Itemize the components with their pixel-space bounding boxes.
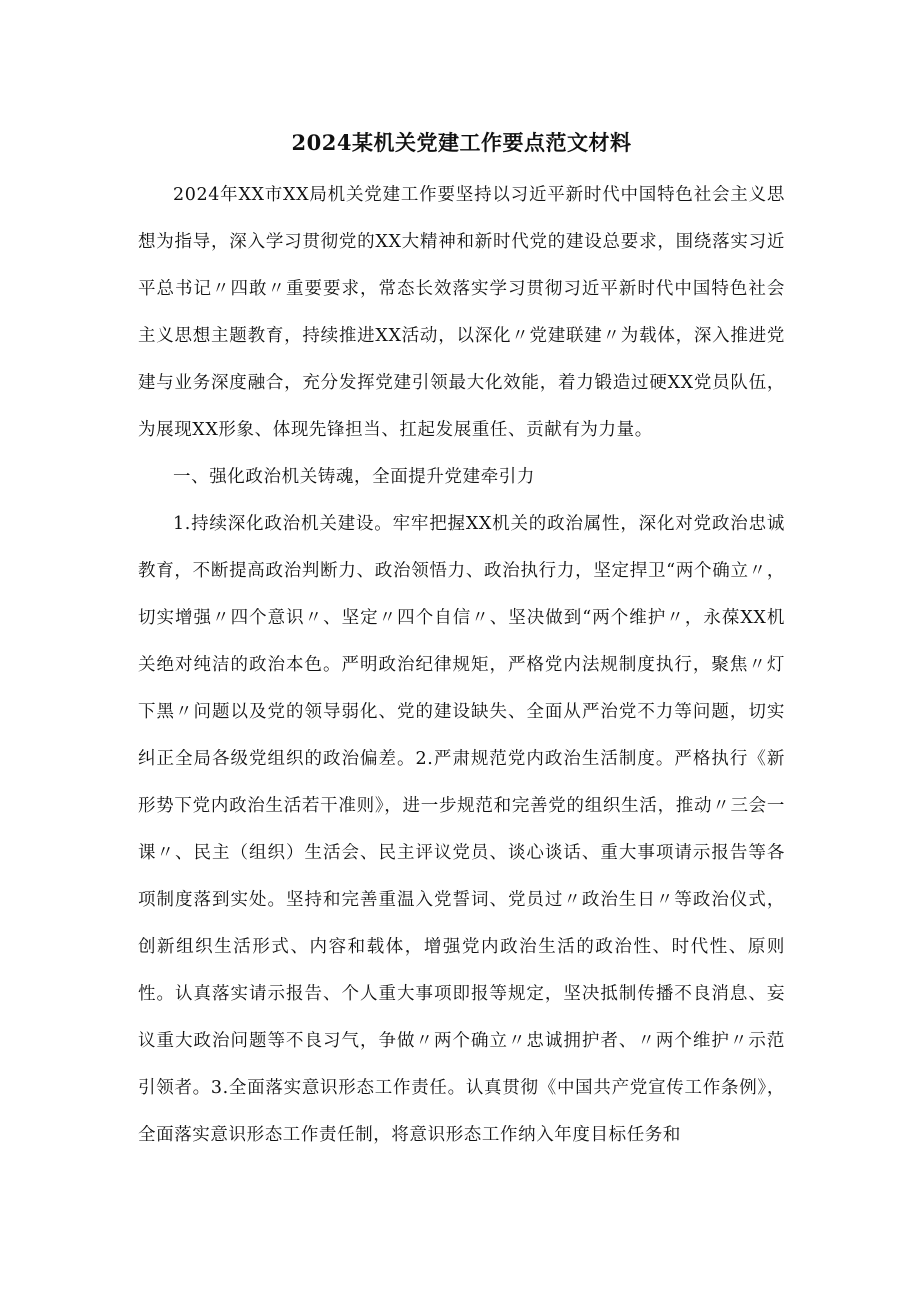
document-title: 2024某机关党建工作要点范文材料 bbox=[291, 130, 632, 155]
intro-paragraph: 2024年XX市XX局机关党建工作要坚持以习近平新时代中国特色社会主义思想为指导，深入学习贯彻党的XX大精神和新时代党的建设总要求，围绕落实习近平总书记〃四敢〃重要要求，常态长效落实学习贯彻习近平新时代中国特色社会主义思想主题教育，持续推进XX活动，以深化〃党建联建〃为载体，深入推进党建与业务深度融合，充分发挥党建引领最大化效能，着力锻造过硬XX党员队伍，为展现XX形象、体现先锋担当、扛起发展重任、贡献有为力量。 bbox=[138, 185, 785, 440]
section-1-heading: 一、强化政治机关铸魂，全面提升党建牵引力 bbox=[173, 467, 535, 487]
section-1-body: 1.持续深化政治机关建设。牢牢把握XX机关的政治属性，深化对党政治忠诚教育，不断提高政治判断力、政治领悟力、政治执行力，坚定捍卫“两个确立〃，切实增强〃四个意识〃、坚定〃四个自信〃、坚决做到“两个维护〃，永葆XX机关绝对纯洁的政治本色。严明政治纪律规矩，严格党内法规制度执行，聚焦〃灯下黑〃问题以及党的领导弱化、党的建设缺失、全面从严治党不力等问题，切实纠正全局各级党组织的政治偏差。2.严肃规范党内政治生活制度。严格执行《新形势下党内政治生活若干准则》，进一步规范和完善党的组织生活，推动〃三会一课〃、民主（组织）生活会、民主评议党员、谈心谈话、重大事项请示报告等各项制度落到实处。坚持和完善重温入党誓词、党员过〃政治生日〃等政治仪式，创新组织生活形式、内容和载体，增强党内政治生活的政治性、时代性、原则性。认真落实请示报告、个人重大事项即报等规定，坚决抵制传播不良消息、妄议重大政治问题等不良习气，争做〃两个确立〃忠诚拥护者、〃两个维护〃示范引领者。3.全面落实意识形态工作责任。认真贯彻《中国共产党宣传工作条例》，全面落实意识形态工作责任制，将意识形态工作纳入年度目标任务和 bbox=[138, 514, 785, 1145]
